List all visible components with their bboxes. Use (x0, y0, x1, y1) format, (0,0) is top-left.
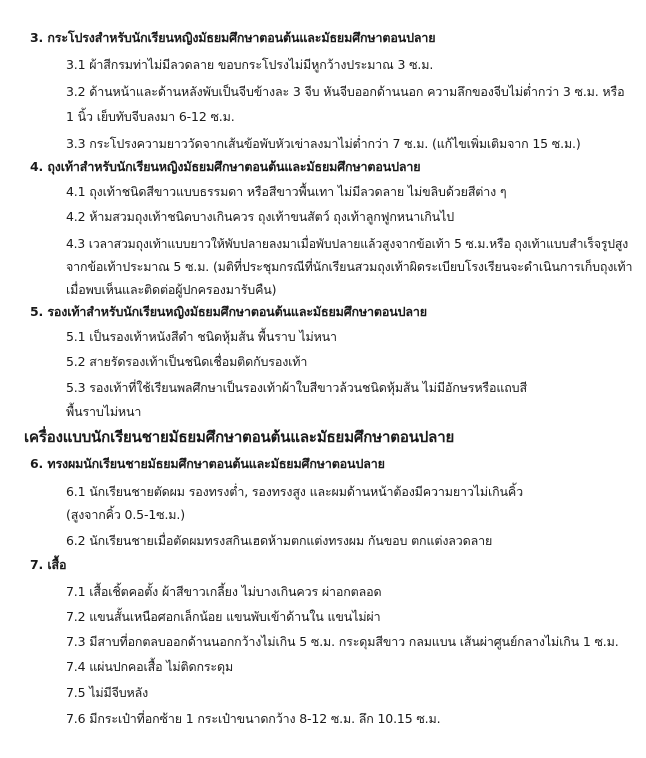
item-7-2: 7.2 แขนสั้นเหนือศอกเล็กน้อย แขนพับเข้าด้านใน แขนไม่ผ่า (66, 609, 381, 624)
item-4-3-cont1: จากข้อเท้าประมาณ 5 ซ.ม. (มติที่ประชุมกรณีที่นักเรียนสวมถุงเท้าผิดระเบียบโรงเรียนจะดำเนินการเก็บถุงเท้า (66, 259, 633, 274)
item-7-4: 7.4 แผ่นปกคอเสื้อ ไม่ติดกระดุม (66, 659, 234, 674)
item-5-1: 5.1 เป็นรองเท้าหนังสีดำ ชนิดหุ้มส้น พื้นราบ ไม่หนา (66, 329, 337, 344)
item-7-3: 7.3 มีสาบที่อกตลบออกด้านนอกกว้างไม่เกิน 5 ซ.ม. กระดุมสีขาว กลมแบน เส้นผ่าศูนย์กลางไม่เกิน 1 ซ.ม. (66, 634, 619, 649)
item-3-3: 3.3 กระโปรงความยาววัดจากเส้นข้อพับหัวเข่าลงมาไม่ต่ำกว่า 7 ซ.ม. (แก้ไขเพิ่มเติมจาก 15 ซ.ม.) (66, 136, 581, 151)
item-5-2: 5.2 สายรัดรองเท้าเป็นชนิดเชื่อมติดกับรองเท้า (66, 354, 308, 369)
item-3-2-cont: 1 นิ้ว เย็บทับจีบลงมา 6-12 ซ.ม. (66, 109, 235, 124)
heading-shoes: 5. รองเท้าสำหรับนักเรียนหญิงมัธยมศึกษาตอนต้นและมัธยมศึกษาตอนปลาย (30, 304, 427, 319)
item-6-1: 6.1 นักเรียนชายตัดผม รองทรงต่ำ, รองทรงสูง และผมด้านหน้าต้องมีความยาวไม่เกินคิ้ว (66, 484, 523, 499)
item-5-3-cont: พื้นราบไม่หนา (66, 404, 142, 419)
boys-uniform-title: เครื่องแบบนักเรียนชายมัธยมศึกษาตอนต้นและมัธยมศึกษาตอนปลาย (24, 428, 455, 446)
item-4-3-cont2: เมื่อพบเห็นและติดต่อผู้ปกครองมารับคืน) (66, 282, 277, 297)
item-4-2: 4.2 ห้ามสวมถุงเท้าชนิดบางเกินควร ถุงเท้าขนสัตว์ ถุงเท้าลูกฟูกหนาเกินไป (66, 209, 454, 224)
item-4-3: 4.3 เวลาสวมถุงเท้าแบบยาวให้พับปลายลงมาเมื่อพับปลายแล้วสูงจากข้อเท้า 5 ซ.ม.หรือ ถุงเท้าแบบสำเร็จรูปสูง (66, 237, 629, 251)
item-5-3: 5.3 รองเท้าที่ใช้เรียนพลศึกษาเป็นรองเท้าผ้าใบสีขาวล้วนชนิดหุ้มส้น ไม่มีอักษรหรือแถบสี (66, 380, 527, 395)
item-7-6: 7.6 มีกระเป๋าที่อกซ้าย 1 กระเป๋าขนาดกว้าง 8-12 ซ.ม. ลึก 10.15 ซ.ม. (66, 711, 441, 726)
item-6-2: 6.2 นักเรียนชายเมื่อตัดผมทรงสกินเฮดห้ามตกแต่งทรงผม กันขอบ ตกแต่งลวดลาย (66, 533, 493, 548)
item-3-1: 3.1 ผ้าสีกรมท่าไม่มีลวดลาย ขอบกระโปรงไม่มีหูกว้างประมาณ 3 ซ.ม. (66, 57, 434, 72)
item-4-1: 4.1 ถุงเท้าชนิดสีขาวแบบธรรมดา หรือสีขาวพื้นเทา ไม่มีลวดลาย ไม่ขลิบด้วยสีต่าง ๆ (66, 184, 507, 199)
heading-hair: 6. ทรงผมนักเรียนชายมัธยมศึกษาตอนต้นและมัธยมศึกษาตอนปลาย (30, 456, 385, 471)
heading-socks: 4. ถุงเท้าสำหรับนักเรียนหญิงมัธยมศึกษาตอนต้นและมัธยมศึกษาตอนปลาย (30, 159, 421, 174)
item-3-2: 3.2 ด้านหน้าและด้านหลังพับเป็นจีบข้างละ 3 จีบ หันจีบออกด้านนอก ความลึกของจีบไม่ต่ำกว่า 3 ซ.ม. หรือ (66, 84, 625, 99)
heading-shirt: 7. เสื้อ (30, 557, 67, 572)
heading-skirt: 3. กระโปรงสำหรับนักเรียนหญิงมัธยมศึกษาตอนต้นและมัธยมศึกษาตอนปลาย (30, 30, 436, 45)
item-7-1: 7.1 เสื้อเชิ้ตคอตั้ง ผ้าสีขาวเกลี้ยง ไม่บางเกินควร ผ่าอกตลอด (66, 584, 382, 599)
item-7-5: 7.5 ไม่มีจีบหลัง (66, 685, 149, 700)
item-6-1-cont: (สูงจากคิ้ว 0.5-1ซ.ม.) (66, 507, 185, 522)
